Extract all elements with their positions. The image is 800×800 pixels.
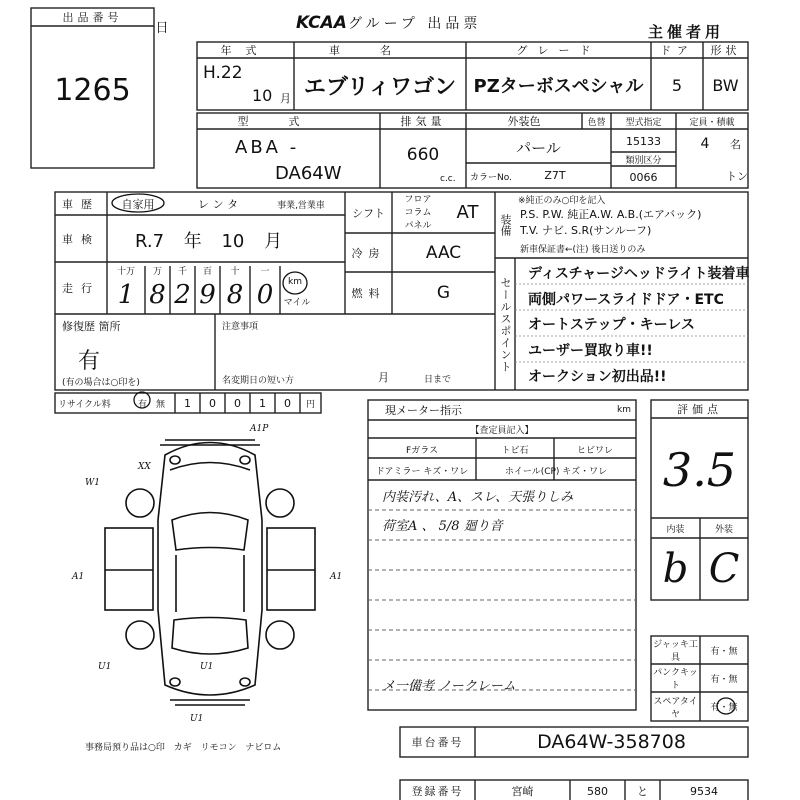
recycle-digit-3: 1	[259, 396, 266, 410]
chassis-value: DA64W-358708	[537, 731, 686, 753]
year-label: 年式	[220, 44, 271, 57]
equipment-line1: ※純正のみ○印を記入	[518, 196, 606, 206]
diagram-mark-a1p: A1P	[250, 424, 269, 434]
model-label: 型式指定	[625, 117, 662, 128]
repair-note: (有の場合は○印を)	[62, 378, 140, 388]
inspector-title: 【査定員記入】	[470, 425, 534, 436]
office-note: 事務局預り品は○印 カギ リモコン ナビロム	[85, 742, 282, 753]
mileage-digit-0: 1	[117, 280, 135, 310]
shape-value: BW	[712, 75, 739, 95]
score-label: 評価点	[677, 403, 722, 416]
type-label: 型式	[237, 115, 340, 128]
interior-score: b	[662, 546, 689, 592]
caution-short: 名変期日の短い方	[222, 375, 295, 386]
inspector-note-1: 内装汚れ、A、スレ、天張りしみ	[382, 489, 574, 505]
header-title: グループ 出品票	[348, 16, 482, 32]
chassis-label: 車台番号	[411, 736, 464, 749]
spare-yes-no: 有・無	[710, 703, 738, 713]
sales-point-4: ユーザー買取り車!!	[528, 343, 653, 359]
chip-label: トビ石	[501, 445, 529, 456]
color-value: パール	[516, 138, 561, 157]
header-brand: KCAA	[296, 13, 347, 33]
car-name: エブリィワゴン	[303, 74, 457, 100]
recycle-digit-2: 0	[234, 396, 241, 410]
inspect-value: R.7 年 10 月	[135, 231, 283, 252]
class-no: 0066	[629, 170, 658, 184]
ac-value: AAC	[425, 242, 462, 263]
score-value: 3.5	[662, 443, 737, 497]
recycle-yen: 円	[305, 399, 315, 410]
color-label: 外装色	[507, 115, 541, 128]
registration-label: 登録番号	[411, 785, 464, 798]
color-no-value: Z7T	[544, 168, 566, 182]
type-code: DA64W	[275, 162, 342, 184]
mileage-unit-5: 一	[260, 266, 270, 277]
caution-month: 月	[378, 371, 389, 384]
crack-label: ヒビワレ	[576, 445, 613, 456]
capacity-label: 定員・積載	[689, 117, 735, 128]
day-char: 日	[155, 20, 169, 36]
diagram-mark-xx: XX	[138, 462, 151, 472]
spare-label: スペアタイヤ	[653, 696, 698, 720]
registration-number: 9534	[690, 784, 718, 798]
km-unit: km	[288, 277, 302, 287]
mileage-digit-5: 0	[256, 280, 274, 310]
mileage-unit-4: 十	[230, 266, 240, 277]
year-value: 10	[252, 85, 273, 105]
inspector-note-2: 荷室A 、 5/8 廻り音	[382, 518, 503, 534]
mile-unit: マイル	[283, 297, 311, 308]
shift-value: AT	[456, 202, 479, 223]
recycle-digit-1: 0	[209, 396, 216, 410]
caution-day: 日まで	[424, 374, 452, 385]
mirror-label: ドアミラー キズ・ワレ	[375, 466, 469, 477]
ac-label: 冷房	[351, 246, 386, 260]
cc-unit: c.c.	[440, 174, 456, 184]
fuel-value: G	[436, 283, 451, 303]
glass-label: Fガラス	[406, 445, 438, 456]
recycle-label: リサイクル料	[58, 399, 111, 410]
capacity-value: 4	[700, 136, 710, 152]
organizer-label: 主催者用	[648, 22, 725, 41]
recycle-yes: 有	[138, 399, 148, 410]
model-no: 15133	[626, 134, 661, 148]
person-unit: 名	[730, 138, 741, 151]
caution-label: 注意事項	[222, 321, 259, 332]
shift-label: シフト	[352, 206, 385, 220]
doors-value: 5	[671, 75, 683, 95]
exterior-score: C	[708, 546, 740, 592]
mileage-digit-1: 8	[149, 280, 166, 310]
equipment-line2: P.S. P.W. 純正A.W. A.B.(エアバック)	[520, 208, 702, 221]
wheel-label: ホイール(CP) キズ・ワレ	[504, 466, 608, 477]
puncture-label: パンクキット	[653, 668, 698, 691]
sales-point-3: オートステップ・キーレス	[528, 317, 695, 333]
door-label: ドア	[660, 44, 694, 57]
color-no-label: カラーNo.	[470, 172, 512, 183]
lot-label: 出品番号	[62, 11, 123, 24]
diagram-mark-a1-right: A1	[330, 572, 343, 582]
diagram-mark-u1-center: U1	[200, 662, 214, 672]
repair-value: 有	[78, 348, 101, 374]
equipment-line4: 新車保証書←(注) 後日送りのみ	[520, 244, 646, 255]
month-char: 月	[280, 92, 291, 105]
history-business: 事業,営業車	[277, 200, 325, 211]
interior-label: 内装	[666, 524, 685, 535]
inspect-label: 車検	[62, 232, 100, 246]
mileage-digit-4: 8	[226, 280, 244, 310]
mileage-unit-0: 十万	[116, 266, 135, 277]
jack-yes-no: 有・無	[710, 646, 738, 657]
type-prefix: ABA -	[235, 136, 300, 158]
shift-opt-floor: フロア	[404, 195, 432, 205]
displacement-label: 排気量	[400, 115, 446, 128]
exterior-label: 外装	[714, 524, 733, 535]
recycle-digit-0: 1	[184, 396, 191, 410]
mileage-unit-3: 百	[202, 266, 212, 277]
class-label: 類別区分	[625, 155, 662, 166]
mileage-unit-2: 千	[177, 266, 187, 277]
registration-class: 580	[587, 784, 608, 798]
inspector-note-3: メ一備考 ノークレーム	[382, 678, 516, 694]
diagram-mark-u1-bottom: U1	[190, 714, 204, 724]
sales-point-2: 両側パワースライドドア・ETC	[528, 292, 724, 308]
diagram-mark-w1: W1	[85, 478, 100, 488]
sales-point-1: ディスチャージヘッドライト装着車	[528, 266, 750, 282]
grade-value: PZターボスペシャル	[473, 76, 644, 97]
equipment-line3: T.V. ナビ. S.R(サンルーフ)	[520, 224, 652, 237]
mileage-digit-3: 9	[199, 280, 216, 310]
color-change-label: 色替	[587, 117, 606, 128]
era-value: H.22	[203, 63, 243, 83]
recycle-digit-4: 0	[284, 396, 291, 410]
history-label: 車歴	[62, 197, 100, 211]
repair-label: 修復歴 箇所	[62, 320, 121, 333]
history-private: 自家用	[121, 198, 155, 211]
mileage-digit-2: 2	[174, 280, 191, 310]
shift-opt-panel: パネル	[404, 221, 432, 231]
name-label: 車名	[329, 44, 431, 57]
recycle-no: 無	[156, 399, 166, 410]
registration-region: 宮崎	[511, 785, 534, 798]
jack-label: ジャッキ工具	[653, 640, 698, 663]
grade-label: グレード	[516, 44, 601, 57]
displacement-value: 660	[406, 145, 440, 165]
history-rental: レンタ	[197, 198, 243, 211]
shape-label: 形状	[710, 44, 741, 57]
puncture-yes-no: 有・無	[710, 674, 738, 685]
sales-point-5: オークション初出品!!	[528, 369, 667, 385]
ton-unit: トン	[726, 170, 748, 183]
sales-label: セールスポイント	[499, 277, 512, 373]
diagram-mark-u1-left: U1	[98, 662, 112, 672]
mileage-label: 走行	[62, 282, 100, 295]
diagram-mark-a1-left: A1	[72, 572, 85, 582]
equipment-label: 装備	[499, 214, 512, 236]
shift-opt-column: コラム	[404, 208, 432, 218]
lot-number: 1265	[54, 72, 131, 108]
mileage-unit-1: 万	[152, 266, 162, 277]
fuel-label: 燃料	[351, 287, 386, 300]
meter-label: 現メーター指示	[385, 404, 462, 417]
meter-unit: km	[617, 405, 631, 415]
registration-kana: と	[637, 785, 648, 798]
